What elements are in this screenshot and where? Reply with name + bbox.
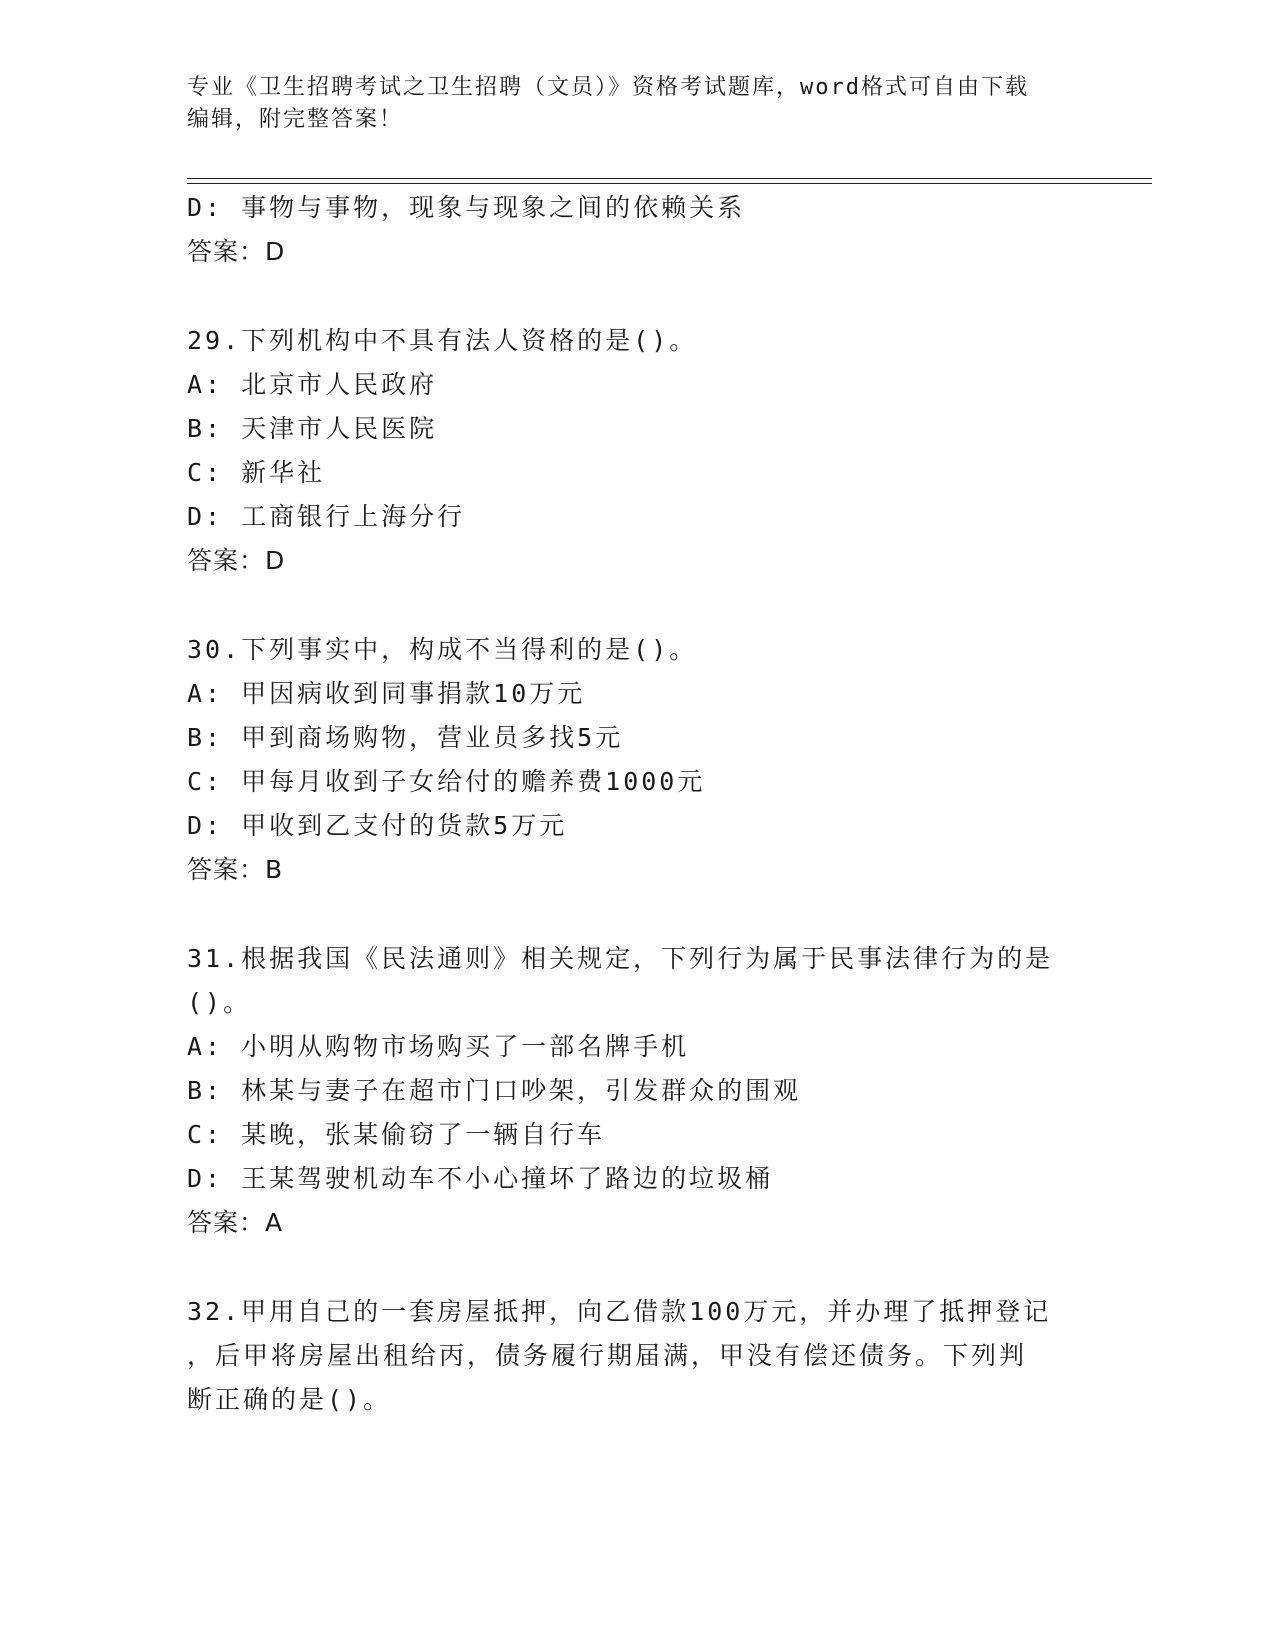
document-header — [187, 72, 1087, 136]
q31-stem-line-1: 31.根据我国《民法通则》相关规定，下列行为属于民事法律行为的是 — [187, 944, 1054, 973]
q30-stem: 30.下列事实中，构成不当得利的是()。 — [187, 635, 698, 664]
header-rule-bottom — [187, 183, 1152, 184]
prev-option-d: D: 事物与事物，现象与现象之间的依赖关系 — [187, 193, 746, 222]
q31-option-c: C: 某晚，张某偷窃了一辆自行车 — [187, 1120, 606, 1149]
header-line-1: 专业《卫生招聘考试之卫生招聘（文员）》资格考试题库，word格式可自由下载 — [187, 75, 1029, 100]
q30-option-b: B: 甲到商场购物，营业员多找5元 — [187, 723, 624, 752]
q29-option-a: A: 北京市人民政府 — [187, 370, 438, 399]
q29-option-d: D: 工商银行上海分行 — [187, 502, 466, 531]
q32-stem-line-2: ，后甲将房屋出租给丙，债务履行期届满，甲没有偿还债务。下列判 — [187, 1341, 1028, 1370]
q30-option-a: A: 甲因病收到同事捐款10万元 — [187, 679, 586, 708]
q29-stem: 29.下列机构中不具有法人资格的是()。 — [187, 326, 698, 355]
q31-option-d: D: 王某驾驶机动车不小心撞坏了路边的垃圾桶 — [187, 1164, 774, 1193]
header-rule-top — [187, 178, 1152, 179]
header-line-2: 编辑，附完整答案！ — [187, 107, 404, 132]
q29-answer: 答案：D — [187, 546, 286, 575]
q30-option-c: C: 甲每月收到子女给付的赡养费1000元 — [187, 767, 706, 796]
q31-stem-line-2: ()。 — [187, 988, 252, 1017]
q30-answer: 答案：B — [187, 855, 284, 884]
q30-option-d: D: 甲收到乙支付的货款5万元 — [187, 811, 568, 840]
q31-option-a: A: 小明从购物市场购买了一部名牌手机 — [187, 1032, 690, 1061]
q29-option-b: B: 天津市人民医院 — [187, 414, 438, 443]
q32-stem-line-1: 32.甲用自己的一套房屋抵押，向乙借款100万元，并办理了抵押登记 — [187, 1297, 1052, 1326]
q29-option-c: C: 新华社 — [187, 458, 326, 487]
prev-answer: 答案：D — [187, 237, 286, 266]
q32-stem-line-3: 断正确的是()。 — [187, 1385, 392, 1414]
q31-option-b: B: 林某与妻子在超市门口吵架，引发群众的围观 — [187, 1076, 802, 1105]
q31-answer: 答案：A — [187, 1208, 284, 1237]
